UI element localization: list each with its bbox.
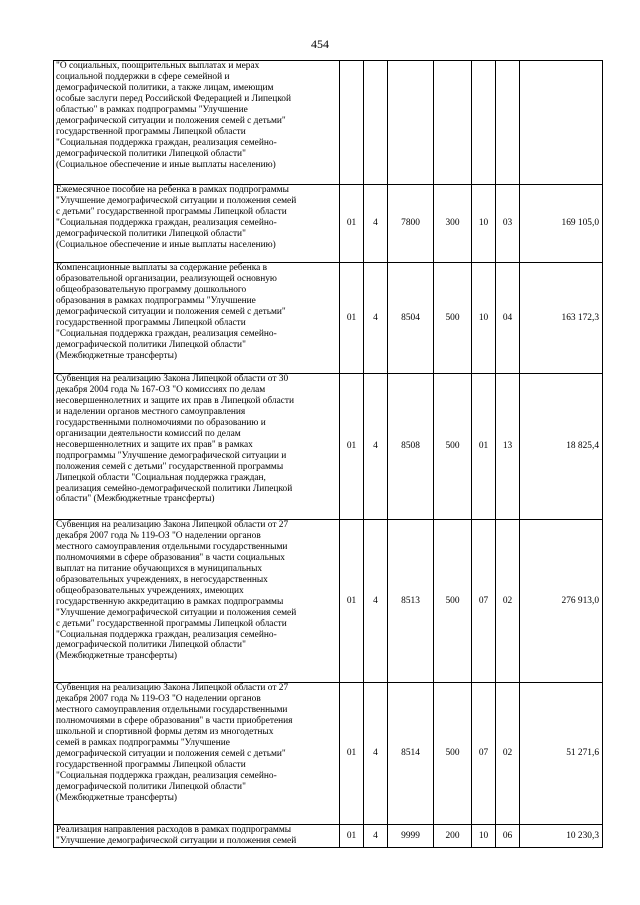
cell-subprogram-code: 4	[364, 825, 388, 848]
cell-section: 10	[472, 825, 496, 848]
cell-direction-code: 8504	[388, 263, 434, 374]
cell-direction-code: 7800	[388, 185, 434, 263]
cell-section: 10	[472, 263, 496, 374]
row-description: Субвенция на реализацию Закона Липецкой области от 27 декабря 2007 года № 119-ОЗ "О наделении органов местного самоуправления отдельными государственными полномочиями в сфере образования" в части приобретения школьной и спортивной формы детям из многодетных семей в рамках подпрограммы "Улучшение демографической ситуации и положения семей с детьми" государственной программы Липецкой области "Социальная поддержка граждан, реализация семейно- демографической политики Липецкой области" (Межбюджетные трансферты)	[54, 683, 340, 825]
table-row	[54, 683, 603, 825]
row-description: Компенсационные выплаты за содержание ребенка в образовательной организации, реализующей основную общеобразовательную программу дошкольного образования в рамках подпрограммы "Улучшение демографической ситуации и положения семей с детьми" государственной программы Липецкой области "Социальная поддержка граждан, реализация семейно- демографической политики Липецкой области" (Межбюджетные трансферты)	[54, 263, 340, 374]
cell-direction-code	[388, 61, 434, 185]
row-description: Субвенция на реализацию Закона Липецкой области от 27 декабря 2007 года № 119-ОЗ "О наделении органов местного самоуправления отдельными государственными полномочиями в сфере образования" в части социальных выплат на питание обучающихся в муниципальных образовательных учреждениях, в негосударственных общеобразовательных учреждениях, имеющих государственную аккредитацию в рамках подпрограммы "Улучшение демографической ситуации и положения семей с детьми" государственной программы Липецкой области "Социальная поддержка граждан, реализация семейно- демографической политики Липецкой области" (Межбюджетные трансферты)	[54, 520, 340, 683]
table-row	[54, 520, 603, 683]
table-row	[54, 263, 603, 374]
cell-subprogram-code: 4	[364, 263, 388, 374]
cell-subprogram-code: 4	[364, 683, 388, 825]
cell-expense-type: 500	[434, 520, 472, 683]
cell-amount: 51 271,6	[520, 683, 603, 825]
cell-section: 07	[472, 520, 496, 683]
cell-amount: 276 913,0	[520, 520, 603, 683]
cell-program-code: 01	[340, 825, 364, 848]
cell-subsection: 02	[496, 520, 520, 683]
cell-program-code: 01	[340, 263, 364, 374]
cell-program-code	[340, 61, 364, 185]
cell-expense-type: 300	[434, 185, 472, 263]
cell-direction-code: 9999	[388, 825, 434, 848]
cell-subsection: 04	[496, 263, 520, 374]
cell-subsection: 02	[496, 683, 520, 825]
cell-subsection: 06	[496, 825, 520, 848]
cell-program-code: 01	[340, 683, 364, 825]
cell-expense-type: 500	[434, 374, 472, 520]
cell-section	[472, 61, 496, 185]
row-description: Субвенция на реализацию Закона Липецкой области от 30 декабря 2004 года № 167-ОЗ "О комиссиях по делам несовершеннолетних и защите их прав в Липецкой области и наделении органов местного самоуправления государственными полномочиями по образованию и организации деятельности комиссий по делам несовершеннолетних и защите их прав" в рамках подпрограммы "Улучшение демографической ситуации и положения семей с детьми" государственной программы Липецкой области "Социальная поддержка граждан, реализация семейно-демографической политики Липецкой области" (Межбюджетные трансферты)	[54, 374, 340, 520]
cell-subsection	[496, 61, 520, 185]
cell-direction-code: 8513	[388, 520, 434, 683]
table-row	[54, 374, 603, 520]
cell-amount: 169 105,0	[520, 185, 603, 263]
table-row	[54, 185, 603, 263]
cell-section: 07	[472, 683, 496, 825]
cell-amount: 10 230,3	[520, 825, 603, 848]
cell-program-code: 01	[340, 374, 364, 520]
row-description: "О социальных, поощрительных выплатах и мерах социальной поддержки в сфере семейной и демографической политики, а также лицам, имеющим особые заслуги перед Российской Федерацией и Липецкой областью" в рамках подпрограммы "Улучшение демографической ситуации и положения семей с детьми" государственной программы Липецкой области "Социальная поддержка граждан, реализация семейно- демографической политики Липецкой области" (Социальное обеспечение и иные выплаты населению)	[54, 61, 340, 185]
cell-expense-type: 200	[434, 825, 472, 848]
page-number: 454	[311, 37, 329, 51]
cell-amount: 163 172,3	[520, 263, 603, 374]
cell-subsection: 13	[496, 374, 520, 520]
cell-expense-type: 500	[434, 263, 472, 374]
table-row	[54, 825, 603, 848]
cell-direction-code: 8514	[388, 683, 434, 825]
table-row	[54, 61, 603, 185]
cell-subprogram-code: 4	[364, 374, 388, 520]
cell-subprogram-code	[364, 61, 388, 185]
cell-amount: 18 825,4	[520, 374, 603, 520]
cell-expense-type: 500	[434, 683, 472, 825]
cell-subprogram-code: 4	[364, 185, 388, 263]
cell-expense-type	[434, 61, 472, 185]
budget-table	[53, 60, 603, 848]
row-description: Ежемесячное пособие на ребенка в рамках подпрограммы "Улучшение демографической ситуации и положения семей с детьми" государственной программы Липецкой области "Социальная поддержка граждан, реализация семейно- демографической политики Липецкой области" (Социальное обеспечение и иные выплаты населению)	[54, 185, 340, 263]
cell-subsection: 03	[496, 185, 520, 263]
cell-subprogram-code: 4	[364, 520, 388, 683]
cell-program-code: 01	[340, 185, 364, 263]
cell-section: 10	[472, 185, 496, 263]
cell-direction-code: 8508	[388, 374, 434, 520]
cell-section: 01	[472, 374, 496, 520]
cell-amount	[520, 61, 603, 185]
cell-program-code: 01	[340, 520, 364, 683]
row-description: Реализация направления расходов в рамках подпрограммы "Улучшение демографической ситуации и положения семей	[54, 825, 340, 848]
